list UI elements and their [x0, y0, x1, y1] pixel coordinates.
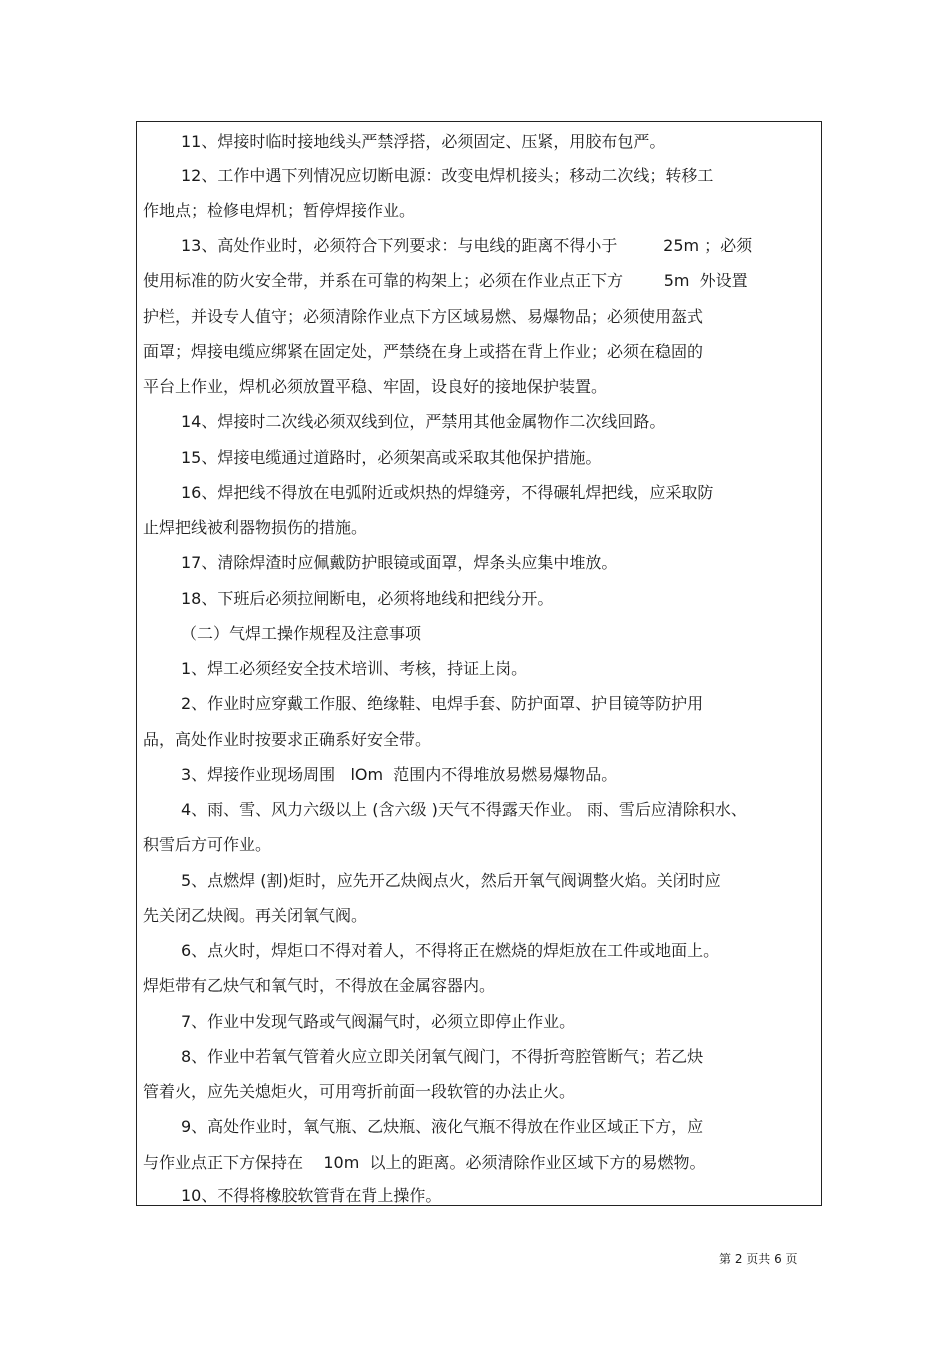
rule-18: 18、下班后必须拉闸断电，必须将地线和把线分开。 [181, 589, 554, 608]
gas-rule-10: 10、不得将橡胶软管背在背上操作。 [181, 1186, 442, 1205]
gas-rule-4-cont: 积雪后方可作业。 [143, 835, 272, 854]
rule-13-cont-2: 护栏，并设专人值守；必须清除作业点下方区域易燃、易爆物品；必须使用盔式 [143, 307, 704, 326]
rule-13-cont-1: 使用标准的防火安全带，并系在可靠的构架上；必须在作业点正下方 5m 外设置 [143, 271, 748, 290]
rule-12-cont: 作地点；检修电焊机；暂停焊接作业。 [143, 201, 416, 220]
rule-17: 17、清除焊渣时应佩戴防护眼镜或面罩，焊条头应集中堆放。 [181, 553, 618, 572]
gas-rule-6: 6、点火时，焊炬口不得对着人，不得将正在燃烧的焊炬放在工件或地面上。 [181, 941, 720, 960]
section-heading-gas-welding: （二）气焊工操作规程及注意事项 [181, 624, 422, 643]
rule-16: 16、焊把线不得放在电弧附近或炽热的焊缝旁，不得碾轧焊把线，应采取防 [181, 483, 714, 502]
rule-14: 14、焊接时二次线必须双线到位，严禁用其他金属物作二次线回路。 [181, 412, 666, 431]
gas-rule-3: 3、焊接作业现场周围 lOm 范围内不得堆放易燃易爆物品。 [181, 765, 618, 784]
gas-rule-1: 1、焊工必须经安全技术培训、考核，持证上岗。 [181, 659, 528, 678]
gas-rule-5: 5、点燃焊 (割)炬时，应先开乙炔阀点火，然后开氧气阀调整火焰。关闭时应 [181, 871, 721, 890]
rule-13-cont-4: 平台上作业，焊机必须放置平稳、牢固，设良好的接地保护装置。 [143, 377, 608, 396]
gas-rule-4: 4、雨、雪、风力六级以上 (含六级 )天气不得露天作业。 雨、雪后应清除积水、 [181, 800, 747, 819]
rule-16-cont: 止焊把线被利器物损伤的措施。 [143, 518, 368, 537]
page-number: 第 2 页共 6 页 [719, 1252, 798, 1266]
rule-11: 11、焊接时临时接地线头严禁浮搭，必须固定、压紧，用胶布包严。 [181, 132, 666, 151]
gas-rule-9: 9、高处作业时，氧气瓶、乙炔瓶、液化气瓶不得放在作业区域正下方，应 [181, 1117, 704, 1136]
rule-12: 12、工作中遇下列情况应切断电源：改变电焊机接头；移动二次线；转移工 [181, 166, 714, 185]
gas-rule-6-cont: 焊炬带有乙炔气和氧气时，不得放在金属容器内。 [143, 976, 496, 995]
gas-rule-2: 2、作业时应穿戴工作服、绝缘鞋、电焊手套、防护面罩、护目镜等防护用 [181, 694, 704, 713]
rule-13: 13、高处作业时，必须符合下列要求：与电线的距离不得小于 25m ；必须 [181, 236, 753, 255]
gas-rule-8-cont: 管着火，应先关熄炬火，可用弯折前面一段软管的办法止火。 [143, 1082, 576, 1101]
gas-rule-7: 7、作业中发现气路或气阀漏气时，必须立即停止作业。 [181, 1012, 576, 1031]
gas-rule-5-cont: 先关闭乙炔阀。再关闭氧气阀。 [143, 906, 368, 925]
gas-rule-2-cont: 品，高处作业时按要求正确系好安全带。 [143, 730, 432, 749]
rule-15: 15、焊接电缆通过道路时，必须架高或采取其他保护措施。 [181, 448, 602, 467]
gas-rule-8: 8、作业中若氧气管着火应立即关闭氧气阀门，不得折弯腔管断气；若乙炔 [181, 1047, 704, 1066]
gas-rule-9-cont: 与作业点正下方保持在 10m 以上的距离。必须清除作业区域下方的易燃物。 [143, 1153, 706, 1172]
rule-13-cont-3: 面罩；焊接电缆应绑紧在固定处，严禁绕在身上或搭在背上作业；必须在稳固的 [143, 342, 704, 361]
